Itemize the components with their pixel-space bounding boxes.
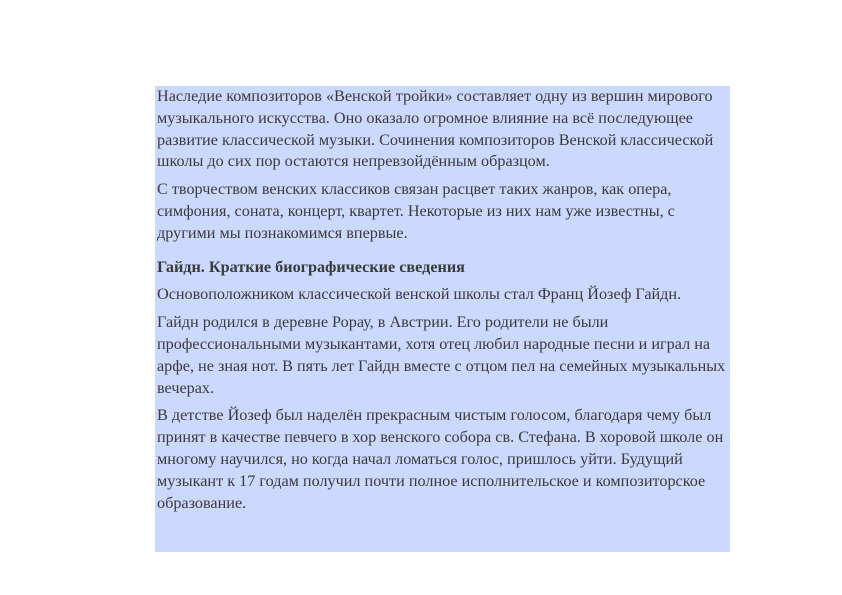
- section-heading: Гайдн. Краткие биографические сведения: [157, 257, 465, 276]
- intro-paragraph-2: С творчеством венских классиков связан расцвет таких жанров, как опера, симфония, соната, концерт, квартет. Некоторые из них нам уже известны, с другими мы познакомимся впервые.: [157, 180, 675, 242]
- text-block: [155, 86, 730, 552]
- bio-paragraph-2: Гайдн родился в деревне Рорау, в Австрии. Его родители не были профессиональными музыкантами, хотя отец любил народные песни и играл на арфе, не зная нот. В пять лет Гайдн вместе с отцом пел на семейных музыкальных вечерах.: [157, 313, 726, 397]
- bio-paragraph-3: В детстве Йозеф был наделён прекрасным чистым голосом, благодаря чему был принят в качестве певчего в хор венского собора св. Стефана. В хоровой школе он многому научился, но когда начал ломаться голос, пришлось уйти. Будущий музыкант к 17 годам получил почти полное исполнительское и композиторское образование.: [157, 406, 724, 512]
- intro-paragraph-1: Наследие композиторов «Венской тройки» составляет одну из вершин мирового музыкального искусства. Оно оказало огромное влияние на всё последующее развитие классической музыки. Сочинения композиторов Венской классической школы до сих пор остаются непревзойдённым образцом.: [157, 87, 714, 171]
- bio-paragraph-1: Основоположником классической венской школы стал Франц Йозеф Гайдн.: [157, 285, 682, 304]
